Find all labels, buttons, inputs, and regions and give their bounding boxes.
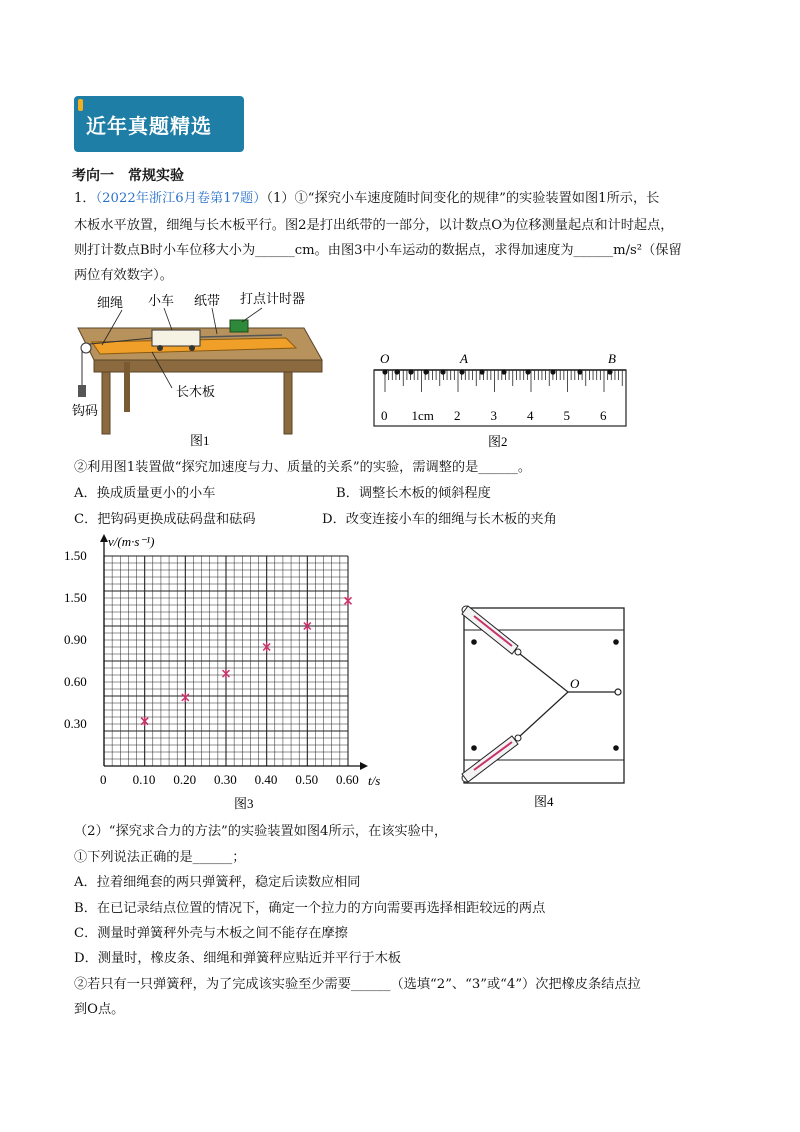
y-tick-label: 0.90 bbox=[64, 632, 87, 647]
q1-part1-a: （1）①“探究小车速度随时间变化的规律”的实验装置如图1所示，长 bbox=[266, 191, 660, 206]
q1-question-2: ②利用图1装置做“探究加速度与力、质量的关系”的实验，需调整的是______。 bbox=[74, 460, 532, 475]
x-tick-label: 0.10 bbox=[132, 772, 156, 787]
ruler-tick-label: 2 bbox=[454, 408, 461, 423]
y-tick-label: 1.50 bbox=[64, 590, 87, 605]
fig4-caption: 图4 bbox=[534, 794, 554, 809]
x-tick-label: 0.60 bbox=[336, 772, 359, 787]
q1-source[interactable]: （2022年浙江6月卷第17题） bbox=[95, 191, 267, 206]
fig2-point-A: A bbox=[460, 351, 468, 366]
fig1-caption: 图1 bbox=[190, 433, 210, 448]
q3-option-a: A．拉着细绳套的两只弹簧秤，稳定后读数应相同 bbox=[74, 875, 361, 890]
q1-question-4-b: 到O点。 bbox=[74, 1002, 125, 1017]
q1-line-4: 两位有效数字）。 bbox=[74, 268, 173, 283]
x-tick-label: 0.40 bbox=[254, 772, 278, 787]
q3-option-b: B．在已记录结点位置的情况下，确定一个拉力的方向需要再选择相距较远的两点 bbox=[74, 901, 546, 916]
y-tick-label: 1.50 bbox=[64, 548, 87, 563]
q3-option-d: D．测量时，橡皮条、细绳和弹簧秤应贴近并平行于木板 bbox=[74, 951, 402, 966]
chart-ylabel: v/(m·s⁻¹) bbox=[108, 534, 155, 549]
x-tick-label: 0.20 bbox=[173, 772, 197, 787]
q2-option-d: D．改变连接小车的细绳与长木板的夹角 bbox=[322, 512, 557, 527]
ruler-tick-label: 0 bbox=[381, 408, 388, 423]
tape-dot bbox=[550, 369, 555, 374]
figure-1 bbox=[72, 290, 332, 455]
tape-dot bbox=[577, 369, 582, 374]
tape-dot bbox=[382, 369, 387, 374]
y-tick-label: 0.60 bbox=[64, 674, 87, 689]
chart-grid bbox=[104, 556, 348, 766]
fig2-point-B: B bbox=[608, 351, 616, 366]
tape-dot bbox=[479, 369, 484, 374]
chart-data-point bbox=[223, 669, 230, 678]
q2-option-a: A．换成质量更小的小车 bbox=[74, 486, 216, 501]
tape-dot bbox=[501, 369, 506, 374]
section-title: 考向一 常规实验 bbox=[72, 168, 184, 184]
q1-question-4-a: ②若只有一只弹簧秤，为了完成该实验至少需要______（选填“2”、“3”或“4”）次把橡皮条结点拉 bbox=[74, 977, 641, 992]
chart-data-point bbox=[182, 693, 189, 702]
q2-option-c: C．把钩码更换成砝码盘和砝码 bbox=[74, 512, 256, 527]
figure-4 bbox=[456, 600, 636, 815]
x-tick-label: 0.30 bbox=[214, 772, 237, 787]
q1-number: 1． bbox=[74, 191, 96, 206]
tape-dot bbox=[607, 369, 612, 374]
q1-line-1 bbox=[74, 190, 659, 208]
x-tick-label: 0.50 bbox=[295, 772, 319, 787]
fig1-label-weight: 钩码 bbox=[72, 403, 99, 418]
q1-line-2: 木板水平放置，细绳与长木板平行。图2是打出纸带的一部分，以计数点O为位移测量起点和计时起点， bbox=[74, 218, 674, 233]
fig1-label-board: 长木板 bbox=[176, 384, 216, 399]
fig1-label-cart: 小车 bbox=[148, 293, 175, 308]
tape-dot bbox=[423, 369, 428, 374]
q1-part2: （2）“探究求合力的方法”的实验装置如图4所示，在该实验中， bbox=[74, 824, 448, 839]
x-axis-arrow bbox=[360, 762, 368, 770]
tape-dot bbox=[408, 369, 413, 374]
fig3-caption: 图3 bbox=[234, 796, 254, 811]
y-axis-arrow bbox=[100, 534, 108, 542]
fig4-point-O: O bbox=[570, 676, 580, 691]
banner-title: 近年真题精选 bbox=[86, 114, 212, 138]
fig1-label-rope: 细绳 bbox=[97, 295, 124, 310]
fig2-caption: 图2 bbox=[488, 434, 508, 449]
q2-option-b: B．调整长木板的倾斜程度 bbox=[336, 486, 491, 501]
ruler-tick-label: 5 bbox=[563, 408, 570, 423]
figure-3-chart bbox=[64, 532, 404, 817]
banner-accent bbox=[78, 99, 83, 111]
y-tick-label: 0.30 bbox=[64, 716, 87, 731]
ruler-tick-label: 4 bbox=[527, 408, 534, 423]
fig2-point-O: O bbox=[380, 351, 390, 366]
ruler-tick-label: 1cm bbox=[411, 408, 434, 423]
figure-2 bbox=[370, 348, 640, 453]
x-tick-label: 0 bbox=[100, 772, 107, 787]
tape-dot bbox=[459, 369, 464, 374]
chart-data-point bbox=[345, 596, 352, 605]
fig1-label-tape: 纸带 bbox=[194, 293, 221, 308]
q1-question-3: ①下列说法正确的是______； bbox=[74, 850, 246, 865]
q3-option-c: C．测量时弹簧秤外壳与木板之间不能存在摩擦 bbox=[74, 926, 348, 941]
chart-xlabel: t/s bbox=[368, 773, 381, 788]
fig1-label-timer: 打点计时器 bbox=[240, 291, 306, 306]
tape-dot bbox=[394, 369, 399, 374]
chart-data-point bbox=[141, 717, 148, 726]
ruler-tick-label: 6 bbox=[600, 408, 607, 423]
tape-dot bbox=[525, 369, 530, 374]
ruler-tick-label: 3 bbox=[490, 408, 497, 423]
tape-dot bbox=[440, 369, 445, 374]
q1-line-3: 则打计数点B时小车位移大小为______cm。由图3中小车运动的数据点，求得加速度为______m/s²（保留 bbox=[74, 243, 682, 258]
